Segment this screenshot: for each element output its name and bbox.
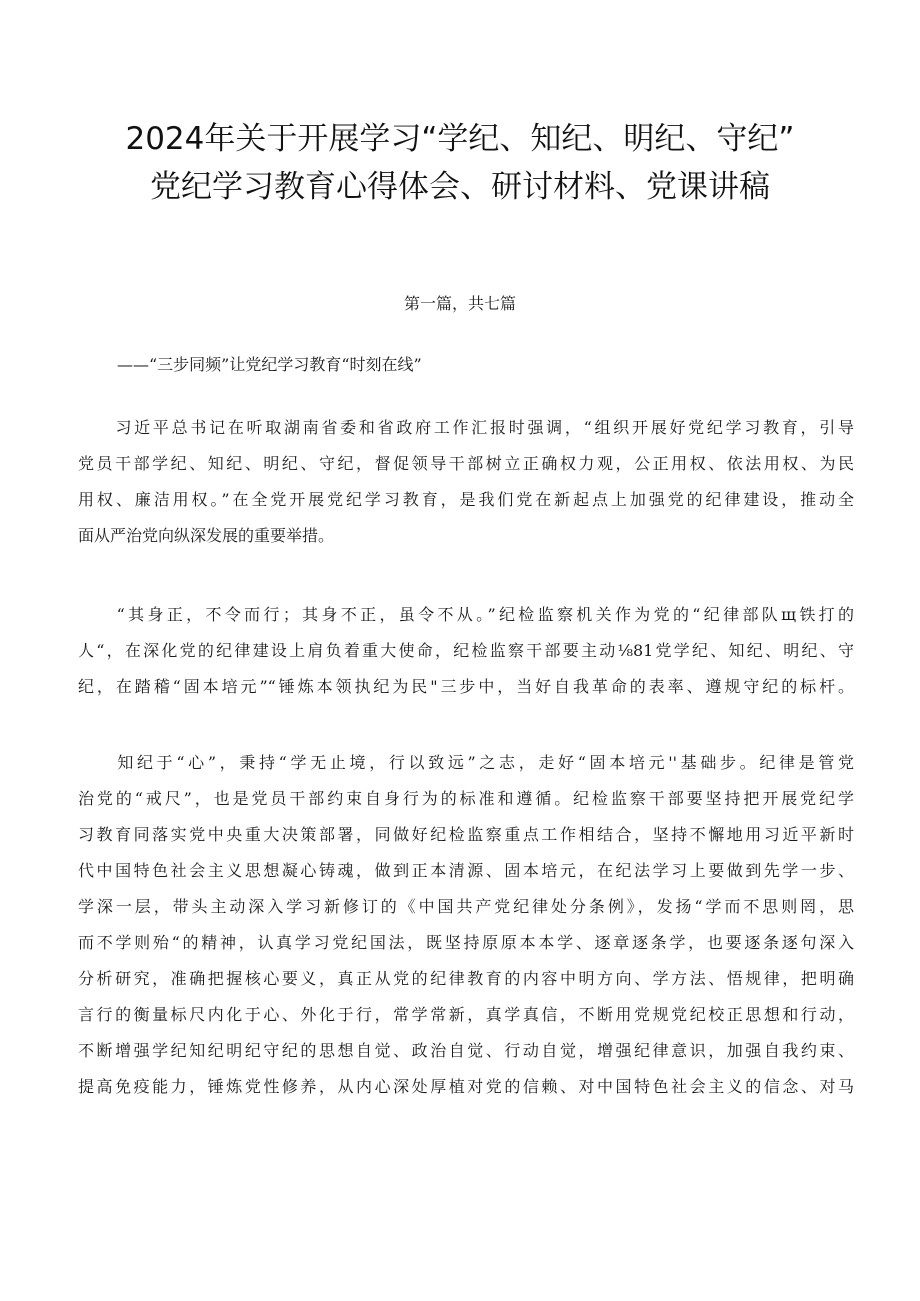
paragraph-line: 纪，在踏稽“固本培元”“锤炼本领执纪为民"三步中，当好自我革命的表率、遵规守纪的标杆。 bbox=[78, 677, 854, 696]
paragraph-3 bbox=[78, 745, 854, 1105]
paragraph-1 bbox=[78, 410, 854, 554]
paragraph-2 bbox=[78, 597, 854, 705]
paragraph-line: 知纪于“心”，秉持“学无止境，行以致远”之志，走好“固本培元''基础步。纪律是管党 bbox=[78, 753, 854, 772]
document-title-line-1: 2024年关于开展学习“学纪、知纪、明纪、守纪” bbox=[125, 121, 795, 157]
paragraph-line: 提高免疫能力，锤炼党性修养，从内心深处厚植对党的信赖、对中国特色社会主义的信念、对马 bbox=[78, 1077, 854, 1096]
document-title-line-2: 党纪学习教育心得体会、研讨材料、党课讲稿 bbox=[150, 169, 770, 205]
paragraph-line: 党员干部学纪、知纪、明纪、守纪，督促领导干部树立正确权力观，公正用权、依法用权、为民 bbox=[78, 454, 854, 473]
paragraph-line: 代中国特色社会主义思想凝心铸魂，做到正本清源、固本培元，在纪法学习上要做到先学一步、 bbox=[78, 861, 854, 880]
paragraph-line: 人“，在深化党的纪律建设上肩负着重大使命，纪检监察干部要主动⅛81党学纪、知纪、明纪、守 bbox=[78, 641, 854, 660]
paragraph-line: 分析研究，准确把握核心要义，真正从党的纪律教育的内容中明方向、学方法、悟规律，把明确 bbox=[78, 969, 854, 988]
article-tagline: ——“三步同频”让党纪学习教育“时刻在线” bbox=[117, 355, 422, 374]
paragraph-line: “其身正，不令而行；其身不正，虽令不从。”纪检监察机关作为党的“纪律部队щ铁打的 bbox=[78, 605, 854, 624]
paragraph-line: 用权、廉洁用权。”在全党开展党纪学习教育，是我们党在新起点上加强党的纪律建设，推动全 bbox=[78, 490, 854, 509]
paragraph-line: 学深一层，带头主动深入学习新修订的《中国共产党纪律处分条例》，发扬“学而不思则罔，思 bbox=[78, 897, 854, 916]
paragraph-line: 不断增强学纪知纪明纪守纪的思想自觉、政治自觉、行动自觉，增强纪律意识，加强自我约束、 bbox=[78, 1041, 854, 1060]
paragraph-line: 而不学则殆“的精神，认真学习党纪国法，既坚持原原本本学、逐章逐条学，也要逐条逐句深入 bbox=[78, 933, 854, 952]
paragraph-line: 言行的衡量标尺内化于心、外化于行，常学常新，真学真信，不断用党规党纪校正思想和行动， bbox=[78, 1005, 854, 1024]
paragraph-line: 治党的“戒尺”，也是党员干部约束自身行为的标准和遵循。纪检监察干部要坚持把开展党纪学 bbox=[78, 789, 854, 808]
section-label: 第一篇，共七篇 bbox=[403, 294, 516, 313]
paragraph-line: 习教育同落实党中央重大决策部署，同做好纪检监察重点工作相结合，坚持不懈地用习近平新时 bbox=[78, 825, 854, 844]
paragraph-line: 习近平总书记在听取湖南省委和省政府工作汇报时强调，“组织开展好党纪学习教育，引导 bbox=[78, 418, 854, 437]
paragraph-line: 面从严治党向纵深发展的重要举措。 bbox=[78, 526, 335, 545]
